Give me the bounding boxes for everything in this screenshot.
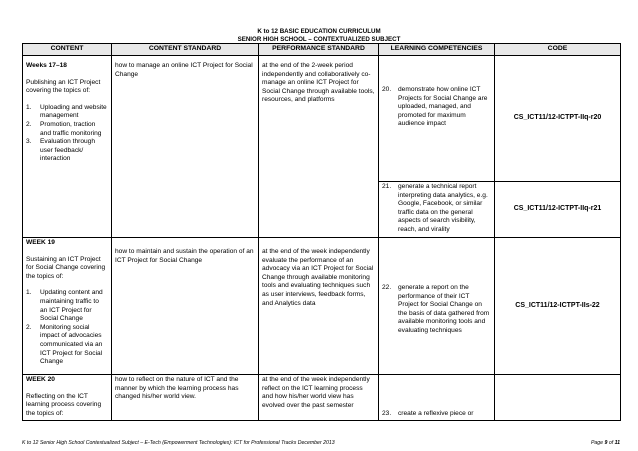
column-header-learning-competencies: LEARNING COMPETENCIES	[379, 44, 495, 56]
column-header-content-standard: CONTENT STANDARD	[112, 44, 259, 56]
week-label: WEEK 19	[26, 239, 55, 246]
performance-standard-cell: at the end of the week independently reflect on the ICT learning process and how his/her world view has evolved over the past semester	[259, 375, 379, 421]
competency-item: 23. create a reflexive piece or	[382, 410, 474, 418]
content-cell	[23, 238, 112, 375]
list-item: 2. Promotion, traction and traffic monitoring	[26, 120, 102, 137]
content-standard-cell: how to manage an online ICT Project for Social Change	[112, 56, 259, 238]
content-standard-cell: how to reflect on the nature of ICT and the manner by which the learning process has changed his/her world view.	[112, 375, 259, 421]
performance-standard-cell: at the end of the week independently evaluate the performance of an advocacy via an ICT Project for Social Change through available monitoring tools and evaluating techniques such as user interviews, feedback forms, and Analytics data	[259, 238, 379, 375]
curriculum-title: K to 12 BASIC EDUCATION CURRICULUM	[257, 28, 381, 35]
table-row	[23, 375, 621, 421]
code-cell: CS_ICT11/12-ICTPT-IIq-r20	[495, 56, 621, 182]
competency-cell	[379, 375, 495, 421]
code-cell	[495, 375, 621, 421]
competency-item: 21. generate a technical report interpreting data analytics, e.g. Google, Facebook, or similar traffic data on the general aspects of search visibility, reach, and virality	[382, 183, 488, 233]
content-intro: Publishing an ICT Project covering the topics of:	[26, 78, 101, 95]
topic-list	[26, 104, 108, 164]
list-item: 3. Evaluation through user feedback/ interaction	[26, 138, 95, 163]
column-header-content: CONTENT	[23, 44, 112, 56]
code-cell: CS_ICT11/12-ICTPT-IIq-r21	[495, 182, 621, 238]
column-header-code: CODE	[495, 44, 621, 56]
week-label: Weeks 17–18	[26, 62, 67, 69]
list-item: 2. Monitoring social impact of advocacies communicated via an ICT Project for Social Change	[26, 323, 103, 366]
page-number: Page 9 of 11	[590, 440, 620, 446]
list-item: 1. Updating content and maintaining traffic to an ICT Project for Social Change	[26, 289, 103, 323]
content-standard-cell: how to maintain and sustain the operation of an ICT Project for Social Change	[112, 238, 259, 375]
competency-cell	[379, 238, 495, 375]
content-cell	[23, 56, 112, 238]
topic-list	[26, 289, 108, 366]
content-intro: Reflecting on the ICT learning process covering the topics of:	[26, 392, 102, 417]
table-row	[23, 238, 621, 375]
performance-standard-cell: at the end of the 2-week period independently and collaboratively co-manage an online ICT Project for Social Change through available tools, resources, and platforms	[259, 56, 379, 238]
code-cell: CS_ICT11/12-ICTPT-IIs-22	[495, 238, 621, 375]
competency-cell	[379, 182, 495, 238]
page-footer	[22, 440, 620, 447]
curriculum-subtitle: SENIOR HIGH SCHOOL – CONTEXTUALIZED SUBJECT	[237, 36, 401, 43]
competency-item: 22. generate a report on the performance of their ICT Project for Social Change on the basis of data gathered from available monitoring tools and evaluating techniques	[382, 284, 490, 334]
content-intro: Sustaining an ICT Project for Social Change covering the topics of:	[26, 255, 106, 280]
list-item: 1. Uploading and website management	[26, 103, 107, 120]
table-header-row	[23, 44, 621, 56]
footer-text: K to 12 Senior High School Contextualized Subject – E-Tech (Empowerment Technologies): ICT for Professional Tracks December 2013	[22, 440, 335, 446]
week-label: WEEK 20	[26, 376, 55, 383]
competency-item: 20. demonstrate how online ICT Projects for Social Change are uploaded, managed, and promoted for maximum audience impact	[382, 86, 488, 128]
content-cell	[23, 375, 112, 421]
table-row	[23, 56, 621, 182]
curriculum-table	[22, 43, 621, 421]
competency-cell	[379, 56, 495, 182]
column-header-performance-standard: PERFORMANCE STANDARD	[259, 44, 379, 56]
